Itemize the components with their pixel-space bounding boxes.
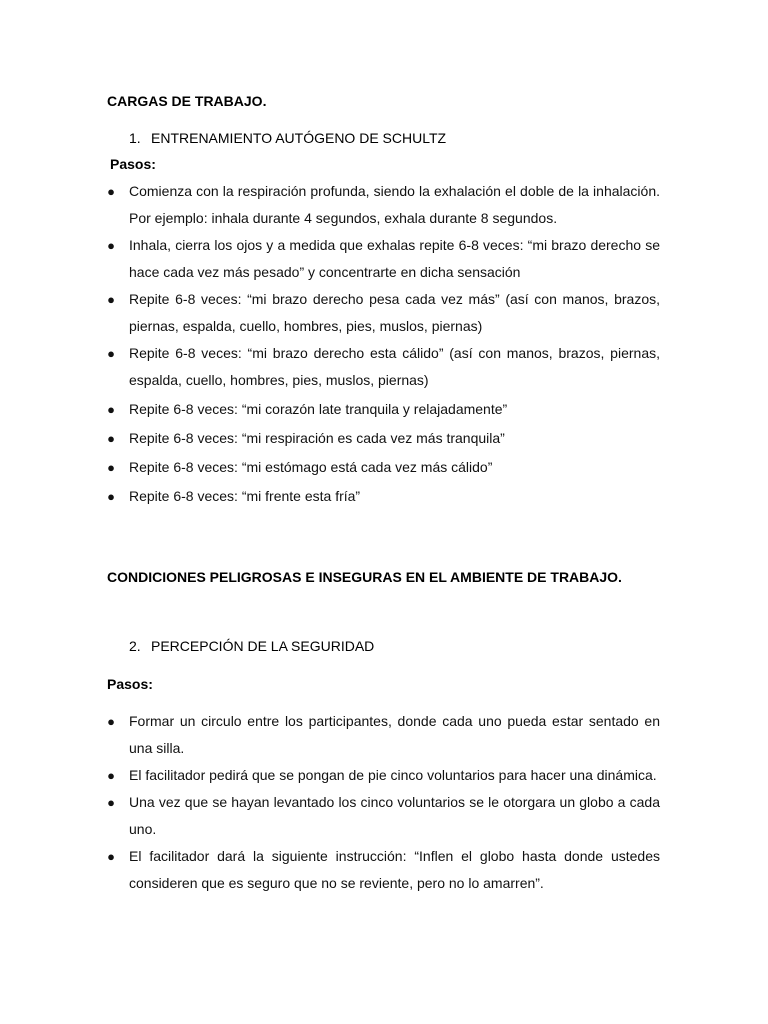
bullet-icon: ●: [107, 714, 115, 729]
list-item-text: El facilitador pedirá que se pongan de pie cinco voluntarios para hacer una dinámica.: [129, 767, 657, 783]
list-item: [107, 340, 660, 394]
bullet-icon: ●: [107, 292, 115, 307]
list-item-text: Repite 6-8 veces: “mi brazo derecho pesa cada vez más” (así con manos, brazos, piernas, espalda, cuello, hombres, pies, muslos, piernas): [129, 291, 660, 334]
bullet-icon: ●: [107, 489, 115, 504]
list-item-text: Repite 6-8 veces: “mi corazón late tranquila y relajadamente”: [129, 401, 508, 417]
list-item: [107, 708, 660, 762]
section1-bullet-list: [107, 178, 660, 510]
section2-bullet-list: [107, 708, 660, 897]
list-item: [107, 178, 660, 232]
bullet-icon: ●: [107, 795, 115, 810]
list-item-text: Repite 6-8 veces: “mi frente esta fría”: [129, 488, 361, 504]
section2-item-title: PERCEPCIÓN DE LA SEGURIDAD: [151, 638, 375, 654]
section2-title: CONDICIONES PELIGROSAS E INSEGURAS EN EL AMBIENTE DE TRABAJO.: [107, 569, 622, 585]
list-item-text: Repite 6-8 veces: “mi brazo derecho esta cálido” (así con manos, brazos, piernas, espalda, cuello, hombres, pies, muslos, piernas): [129, 345, 660, 388]
list-item: [107, 232, 660, 286]
list-item-text: Inhala, cierra los ojos y a medida que exhalas repite 6-8 veces: “mi brazo derecho se hace cada vez más pesado” y concentrarte en dicha sensación: [129, 237, 660, 280]
list-item: [107, 286, 660, 340]
list-item-text: Formar un circulo entre los participantes, donde cada uno pueda estar sentado en una silla.: [129, 713, 660, 756]
bullet-icon: ●: [107, 849, 115, 864]
bullet-icon: ●: [107, 402, 115, 417]
list-item-text: Repite 6-8 veces: “mi estómago está cada vez más cálido”: [129, 459, 493, 475]
list-item: [107, 843, 660, 897]
bullet-icon: ●: [107, 768, 115, 783]
list-item: [107, 425, 660, 452]
section2-numbered-heading: [129, 636, 374, 656]
list-item: [107, 396, 660, 423]
list-item-text: El facilitador dará la siguiente instrucción: “Inflen el globo hasta donde ustedes consideren que es seguro que no se reviente, pero no lo amarren”.: [129, 848, 660, 891]
list-item: [107, 483, 660, 510]
section1-item-number: 1.: [129, 130, 141, 146]
list-item-text: Repite 6-8 veces: “mi respiración es cada vez más tranquila”: [129, 430, 505, 446]
section1-numbered-heading: [129, 128, 446, 148]
list-item-text: Comienza con la respiración profunda, siendo la exhalación el doble de la inhalación. Por ejemplo: inhala durante 4 segundos, exhala durante 8 segundos.: [129, 183, 660, 226]
section2-pasos-label: Pasos:: [107, 676, 153, 692]
bullet-icon: ●: [107, 184, 115, 199]
list-item: [107, 789, 660, 843]
section1-item-title: ENTRENAMIENTO AUTÓGENO DE SCHULTZ: [151, 130, 447, 146]
section2-item-number: 2.: [129, 638, 141, 654]
bullet-icon: ●: [107, 346, 115, 361]
list-item-text: Una vez que se hayan levantado los cinco voluntarios se le otorgara un globo a cada uno.: [129, 794, 660, 837]
list-item: [107, 762, 660, 789]
section1-title: CARGAS DE TRABAJO.: [107, 93, 267, 109]
bullet-icon: ●: [107, 460, 115, 475]
section1-pasos-label: Pasos:: [110, 156, 156, 172]
list-item: [107, 454, 660, 481]
bullet-icon: ●: [107, 431, 115, 446]
bullet-icon: ●: [107, 238, 115, 253]
